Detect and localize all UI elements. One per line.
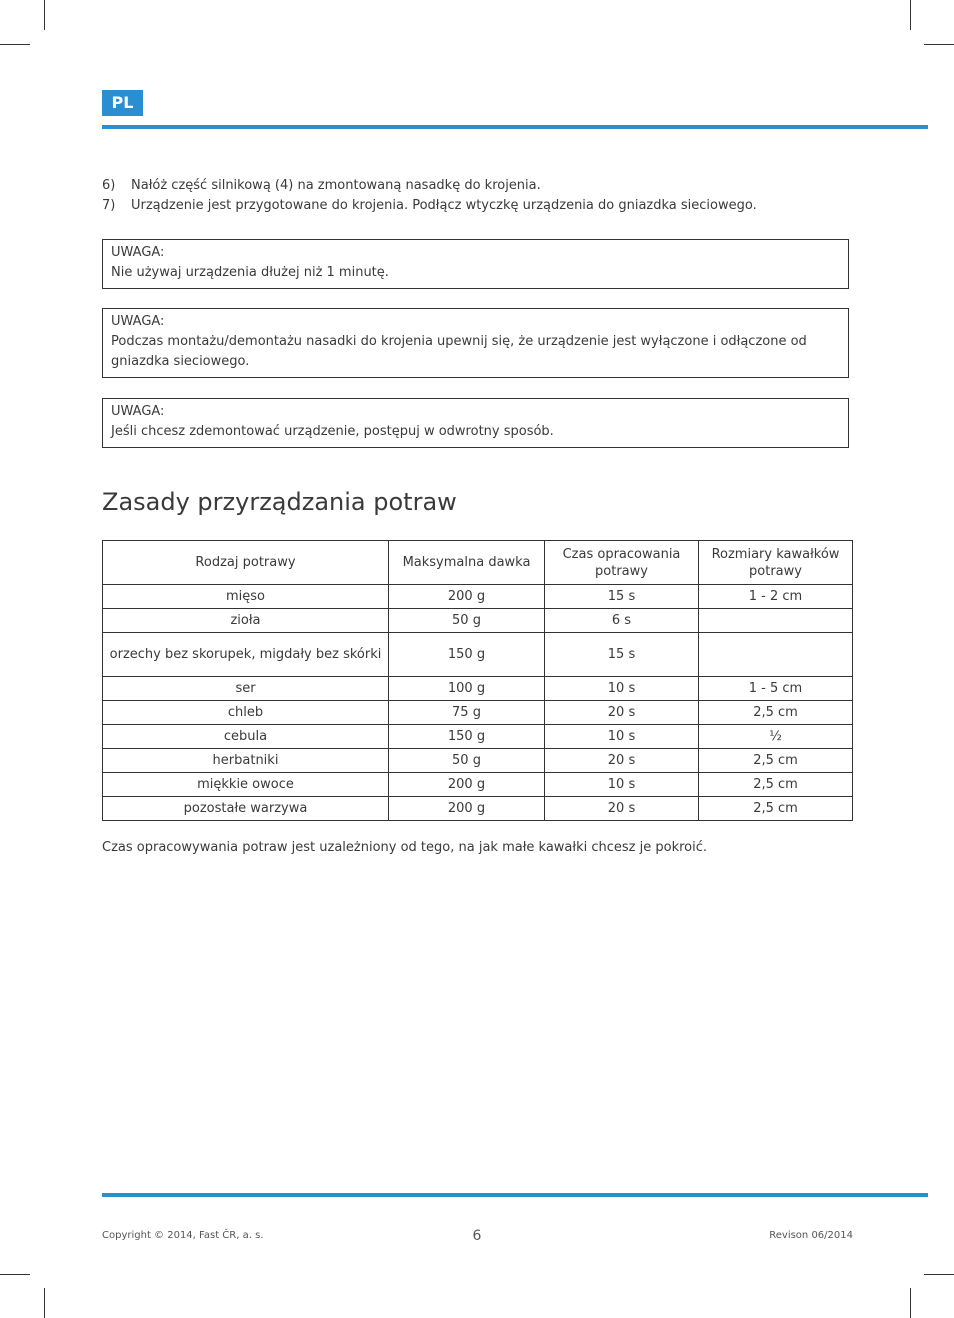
table-cell: herbatniki — [103, 749, 389, 773]
crop-mark — [0, 1274, 30, 1275]
table-cell: 1 - 5 cm — [699, 677, 853, 701]
table-cell: orzechy bez skorupek, migdały bez skórki — [103, 633, 389, 677]
crop-mark — [44, 0, 45, 30]
crop-mark — [910, 1288, 911, 1318]
table-cell: 20 s — [545, 701, 699, 725]
table-cell — [699, 609, 853, 633]
table-row — [103, 701, 853, 725]
table-cell: ½ — [699, 725, 853, 749]
table-row — [103, 773, 853, 797]
table-row — [103, 609, 853, 633]
header-rule — [102, 125, 928, 129]
table-cell: 20 s — [545, 797, 699, 821]
footer-rule — [102, 1193, 928, 1197]
instruction-steps — [102, 176, 862, 216]
table-cell: 50 g — [389, 749, 545, 773]
warning-text: Nie używaj urządzenia dłużej niż 1 minutę. — [111, 265, 389, 280]
crop-mark — [924, 44, 954, 45]
table-cell: 200 g — [389, 797, 545, 821]
table-cell: 75 g — [389, 701, 545, 725]
table-row — [103, 797, 853, 821]
table-cell: 200 g — [389, 773, 545, 797]
table-cell: 15 s — [545, 585, 699, 609]
column-header: Rodzaj potrawy — [103, 541, 389, 585]
step-text: Urządzenie jest przygotowane do krojenia. Podłącz wtyczkę urządzenia do gniazdka sieciowego. — [131, 198, 757, 213]
table-row — [103, 677, 853, 701]
warning-title: UWAGA: — [111, 404, 165, 419]
table-cell: 6 s — [545, 609, 699, 633]
warning-box — [102, 239, 849, 289]
warning-text: Jeśli chcesz zdemontować urządzenie, postępuj w odwrotny sposób. — [111, 424, 554, 439]
table-row — [103, 585, 853, 609]
column-header: Rozmiary kawałków potrawy — [699, 541, 853, 585]
table-row — [103, 633, 853, 677]
table-header-row — [103, 541, 853, 585]
column-header: Czas opracowania potrawy — [545, 541, 699, 585]
table-cell: miękkie owoce — [103, 773, 389, 797]
footnote: Czas opracowywania potraw jest uzależniony od tego, na jak małe kawałki chcesz je pokroić. — [102, 840, 707, 855]
warning-title: UWAGA: — [111, 245, 165, 260]
table-cell: 2,5 cm — [699, 701, 853, 725]
table-cell: 2,5 cm — [699, 749, 853, 773]
step-number: 7) — [102, 198, 116, 213]
crop-mark — [44, 1288, 45, 1318]
step-text: Nałóż część silnikową (4) na zmontowaną nasadkę do krojenia. — [131, 178, 541, 193]
table-cell: 10 s — [545, 725, 699, 749]
table-cell: 2,5 cm — [699, 797, 853, 821]
warning-text: Podczas montażu/demontażu nasadki do krojenia upewnij się, że urządzenie jest wyłączone i odłączone od gniazdka sieciowego. — [111, 334, 807, 369]
table-cell: 50 g — [389, 609, 545, 633]
table-cell: 1 - 2 cm — [699, 585, 853, 609]
table-cell: 10 s — [545, 773, 699, 797]
language-badge: PL — [102, 90, 143, 116]
food-preparation-table — [102, 540, 853, 821]
column-header: Maksymalna dawka — [389, 541, 545, 585]
footer-revision: Revison 06/2014 — [769, 1230, 853, 1241]
table-cell: 15 s — [545, 633, 699, 677]
crop-mark — [910, 0, 911, 30]
section-title: Zasady przyrządzania potraw — [102, 488, 457, 516]
table-cell: 10 s — [545, 677, 699, 701]
table-cell: 2,5 cm — [699, 773, 853, 797]
table-cell: 150 g — [389, 725, 545, 749]
step-number: 6) — [102, 178, 116, 193]
crop-mark — [0, 44, 30, 45]
table-cell: zioła — [103, 609, 389, 633]
footer-copyright: Copyright © 2014, Fast ČR, a. s. — [102, 1230, 264, 1241]
table-cell: mięso — [103, 585, 389, 609]
table-cell: 200 g — [389, 585, 545, 609]
warning-box — [102, 308, 849, 378]
table-cell: 20 s — [545, 749, 699, 773]
page-number: 6 — [472, 1228, 482, 1244]
step-item — [102, 176, 862, 196]
table-cell: cebula — [103, 725, 389, 749]
table-cell: pozostałe warzywa — [103, 797, 389, 821]
warning-title: UWAGA: — [111, 314, 165, 329]
table-row — [103, 725, 853, 749]
table-cell: chleb — [103, 701, 389, 725]
table-row — [103, 749, 853, 773]
step-item — [102, 196, 862, 216]
table-cell — [699, 633, 853, 677]
table-cell: 150 g — [389, 633, 545, 677]
crop-mark — [924, 1274, 954, 1275]
table-cell: ser — [103, 677, 389, 701]
warning-box — [102, 398, 849, 448]
table-cell: 100 g — [389, 677, 545, 701]
